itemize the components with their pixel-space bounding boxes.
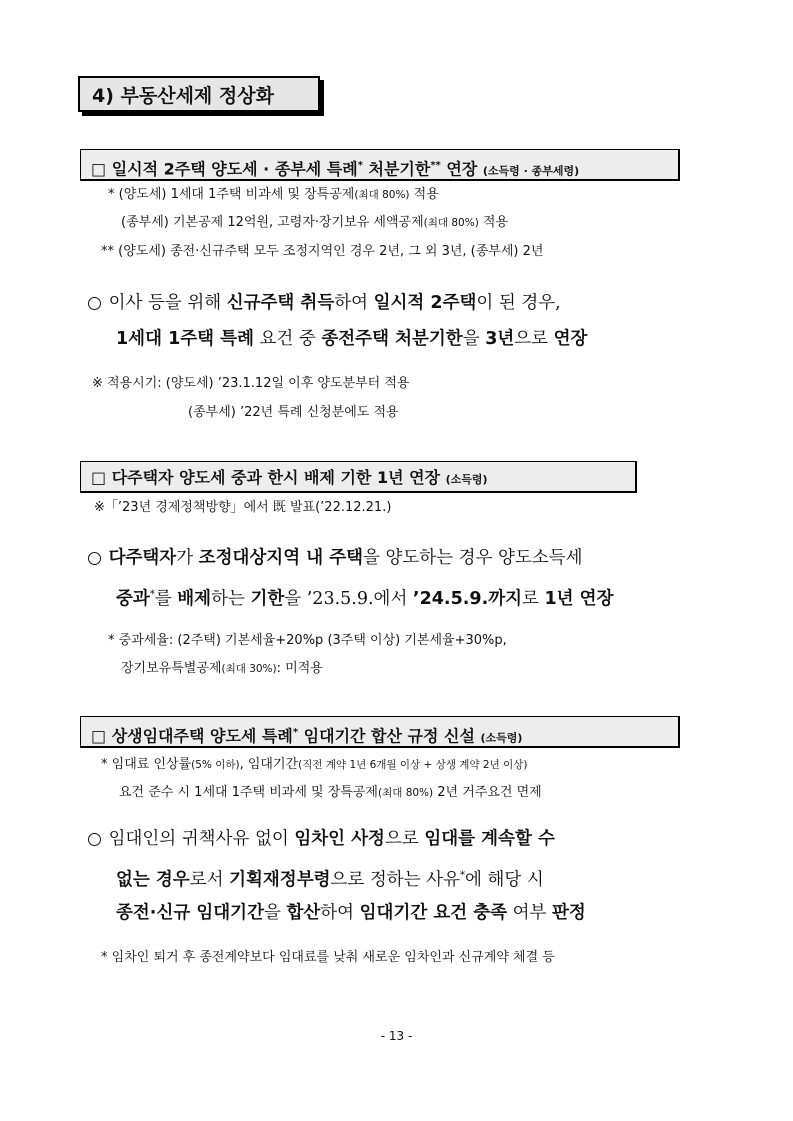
section-2-main-line-1: 다주택자가 조정대상지역 내 주택을 양도하는 경우 양도소득세 <box>88 546 583 570</box>
section-1-remark-2: (종부세) ’22년 특례 신청분에도 적용 <box>188 405 399 420</box>
section-2-note-2: 장기보유특별공제(최대 30%): 미적용 <box>121 661 323 676</box>
section-2-title: □ 다주택자 양도세 중과 한시 배제 기한 1년 연장 (소득령) <box>80 461 637 493</box>
section-1-note-2: (종부세) 기본공제 12억원, 고령자·장기보유 세액공제(최대 80%) 적용 <box>121 215 509 230</box>
page-number: - 13 - <box>380 1029 413 1043</box>
section-2-remark: ※「’23년 경제정책방향」에서 既 발표(’22.12.21.) <box>94 500 392 515</box>
section-1-note-1: * (양도세) 1세대 1주택 비과세 및 장특공제(최대 80%) 적용 <box>108 187 439 202</box>
section-3-main-line-1: 임대인의 귀책사유 없이 임차인 사정으로 임대를 계속할 수 <box>88 827 555 851</box>
section-3-title: □ 상생임대주택 양도세 특례* 임대기간 합산 규정 신설 (소득령) <box>80 716 680 748</box>
bullet-circle-icon <box>88 297 101 310</box>
section-3-footnote: * 임차인 퇴거 후 종전계약보다 임대료를 낮춰 새로운 임차인과 신규계약 체결 등 <box>101 950 555 965</box>
bullet-circle-icon <box>88 833 101 846</box>
bullet-circle-icon <box>88 552 101 565</box>
section-1-remark-1: ※ 적용시기: (양도세) ’23.1.12일 이후 양도분부터 적용 <box>92 376 410 391</box>
section-2-main-line-2: 중과*를 배제하는 기한을 ’23.5.9.에서 ’24.5.9.까지로 1년 연장 <box>116 588 614 609</box>
section-1-main-line-2: 1세대 1주택 특례 요건 중 종전주택 처분기한을 3년으로 연장 <box>116 329 588 349</box>
section-3-main-line-3: 종전·신규 임대기간을 합산하여 임대기간 요건 충족 여부 판정 <box>116 903 586 923</box>
page-heading: 4) 부동산세제 정상화 <box>78 76 320 112</box>
section-1-note-3: ** (양도세) 종전·신규주택 모두 조정지역인 경우 2년, 그 외 3년, (종부세) 2년 <box>101 244 544 259</box>
section-2-note-1: * 중과세율: (2주택) 기본세율+20%p (3주택 이상) 기본세율+30%p, <box>108 633 507 648</box>
section-3-note-2: 요건 준수 시 1세대 1주택 비과세 및 장특공제(최대 80%) 2년 거주요건 면제 <box>119 785 542 800</box>
section-1-title: □ 일시적 2주택 양도세 · 종부세 특례* 처분기한** 연장 (소득령 · 종부세령) <box>80 149 680 181</box>
section-1-main-line-1: 이사 등을 위해 신규주택 취득하여 일시적 2주택이 된 경우, <box>88 291 561 315</box>
section-3-note-1: * 임대료 인상률(5% 이하), 임대기간(직전 계약 1년 6개월 이상 + 상생 계약 2년 이상) <box>101 757 528 772</box>
section-3-main-line-2: 없는 경우로서 기획재정부령으로 정하는 사유*에 해당 시 <box>116 869 544 890</box>
